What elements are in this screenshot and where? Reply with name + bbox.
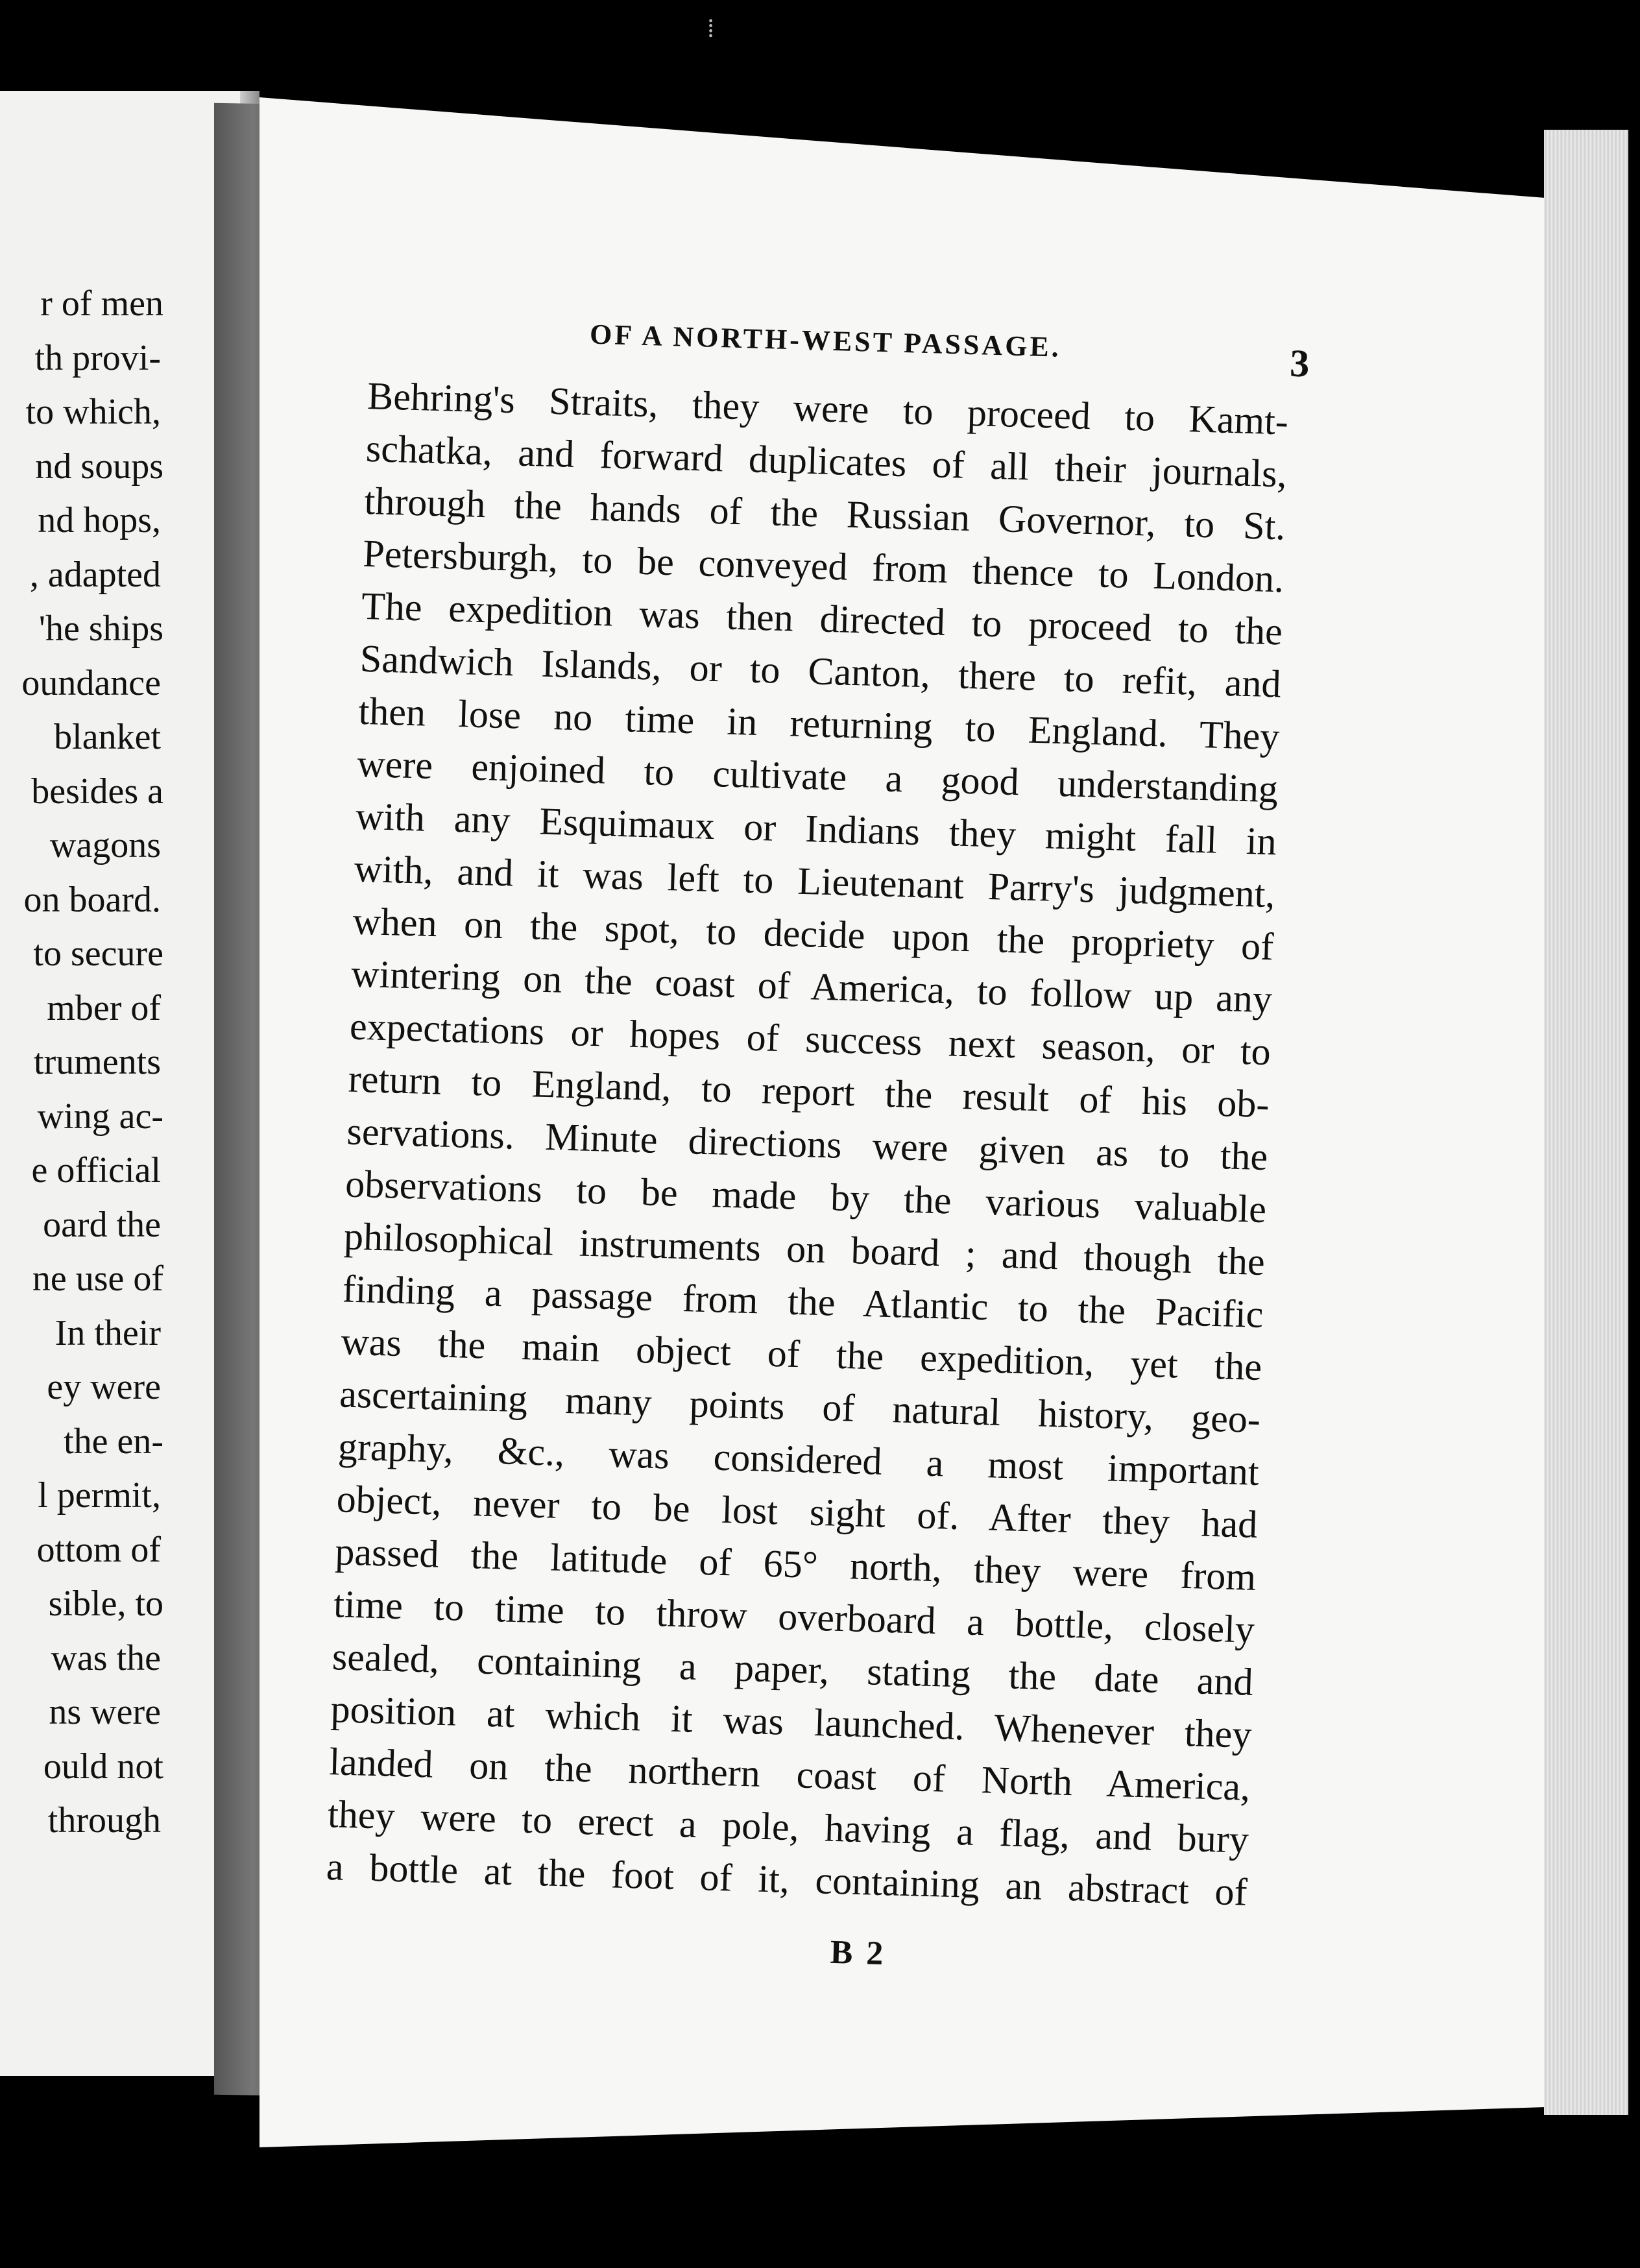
body-line: schatka, and forward duplicates of all their journals, — [365, 426, 1288, 496]
left-page-line: sible, to — [48, 1584, 163, 1624]
margin-marks: ⁞ — [707, 14, 715, 43]
body-line: object, never to be lost sight of. After they had — [335, 1477, 1259, 1546]
right-page-content — [324, 311, 1310, 1983]
left-page-line: In their — [54, 1312, 161, 1353]
left-page-line: l permit, — [38, 1475, 161, 1515]
left-page-line: nd soups — [35, 446, 163, 487]
left-page-line: besides a — [31, 771, 163, 812]
left-page-line: r of men — [40, 284, 163, 324]
body-line: a bottle at the foot of it, containing an abstract of — [326, 1845, 1248, 1914]
left-page-line: oard the — [43, 1204, 161, 1245]
left-page-line: to which, — [25, 392, 161, 432]
body-line: then lose no time in returning to England. They — [357, 689, 1281, 758]
left-page-line: 'he ships — [38, 609, 163, 649]
body-line: they were to erect a pole, having a flag, and bury — [327, 1792, 1249, 1861]
body-line: position at which it was launched. Whenever they — [330, 1687, 1253, 1756]
page-number: 3 — [1289, 341, 1310, 385]
left-page-line: ne use of — [32, 1259, 163, 1299]
left-page-line: ey were — [47, 1367, 161, 1407]
page-edges — [1544, 130, 1628, 2115]
body-line: philosophical instruments on board ; and though the — [343, 1214, 1266, 1284]
left-page-line: oundance — [21, 662, 161, 703]
body-line: observations to be made by the various valuable — [344, 1162, 1267, 1231]
body-line: when on the spot, to decide upon the propriety of — [352, 899, 1275, 969]
body-text — [326, 370, 1296, 1919]
left-page-line: wing ac- — [37, 1096, 163, 1137]
body-line: return to England, to report the result of his ob- — [348, 1057, 1270, 1126]
left-page-line: truments — [34, 1042, 161, 1082]
left-page-line: ns were — [49, 1692, 161, 1732]
body-line: passed the latitude of 65° north, they were from — [334, 1530, 1257, 1598]
left-page-line: th provi- — [34, 337, 161, 378]
left-page-line: , adapted — [29, 554, 161, 595]
body-line: Behring's Straits, they were to proceed to Kamt- — [367, 374, 1289, 443]
body-line: The expedition was then directed to proceed to the — [361, 584, 1283, 653]
body-line: through the hands of the Russian Governor, to St. — [363, 479, 1286, 548]
left-page-line: on board. — [23, 879, 161, 920]
body-line: finding a passage from the Atlantic to the Pacific — [342, 1267, 1264, 1336]
left-page-line: nd hops, — [38, 500, 161, 540]
body-line: was the main object of the expedition, yet the — [340, 1320, 1263, 1389]
left-page-line: through — [47, 1800, 161, 1840]
left-page-line: wagons — [49, 825, 161, 865]
body-line: ascertaining many points of natural history, geo- — [339, 1372, 1261, 1441]
body-line: servations. Minute directions were given as to the — [346, 1109, 1269, 1179]
left-page-line: to secure — [33, 934, 163, 974]
body-line: Sandwich Islands, or to Canton, there to refit, and — [359, 636, 1282, 706]
running-head-title: OF A NORTH-WEST PASSAGE. — [589, 318, 1062, 363]
body-line: wintering on the coast of America, to follow up any — [350, 952, 1273, 1021]
body-line: time to time to throw overboard a bottle, closely — [333, 1582, 1255, 1651]
left-page-line: was the — [51, 1637, 161, 1678]
body-line: expectations or hopes of success next season, or to — [349, 1004, 1272, 1074]
left-page-line: mber of — [47, 987, 161, 1028]
left-page-line: blanket — [54, 717, 161, 757]
signature-mark: B 2 — [829, 1933, 887, 1973]
body-line: Petersburgh, to be conveyed from thence to London. — [362, 531, 1284, 601]
body-line: with, and it was left to Lieutenant Parry's judgment, — [354, 847, 1276, 916]
body-line: sealed, containing a paper, stating the date and — [332, 1635, 1254, 1704]
left-page-line: ottom of — [36, 1529, 161, 1570]
body-line: with any Esquimaux or Indians they might fall in — [355, 794, 1277, 863]
left-page-line: e official — [31, 1150, 161, 1190]
body-line: landed on the northern coast of North America, — [328, 1740, 1251, 1809]
body-line: were enjoined to cultivate a good understanding — [356, 742, 1279, 811]
left-page-line: the en- — [64, 1421, 163, 1462]
left-page-line: ould not — [43, 1746, 163, 1787]
body-line: graphy, &c., was considered a most important — [337, 1425, 1260, 1493]
